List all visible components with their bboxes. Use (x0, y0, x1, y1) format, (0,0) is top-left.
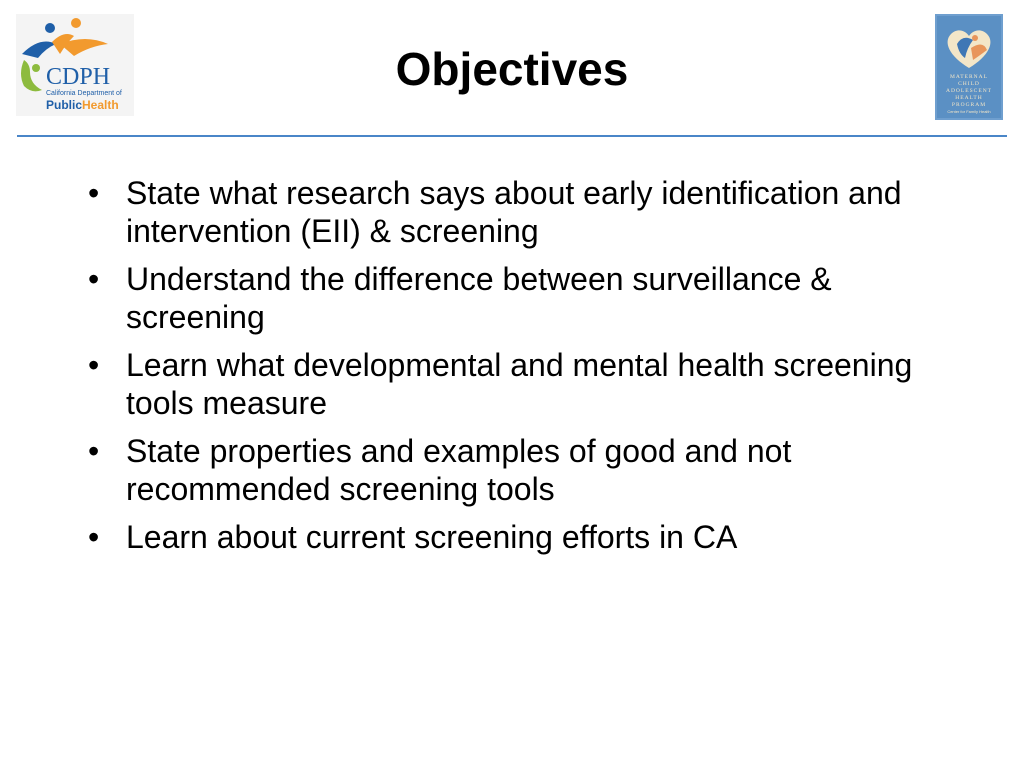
header-divider (17, 135, 1007, 137)
list-item (0, 174, 926, 250)
svg-text:PublicHealth (46, 98, 119, 112)
bullet-text: State properties and examples of good and not recommended screening tools (126, 433, 792, 507)
cdph-abbrev: CDPH (46, 64, 111, 90)
bullet-text: Learn about current screening efforts in CA (126, 519, 738, 555)
bullet-icon: • (88, 433, 100, 469)
mcah-logo-icon (935, 14, 1003, 120)
list-item (0, 346, 926, 422)
page-title: Objectives (395, 43, 629, 95)
list-item (0, 518, 926, 556)
cdph-dept-line: California Department of (46, 90, 122, 97)
cdph-name-part2: Health (82, 98, 119, 112)
mcah-line-1: MATERNAL (950, 74, 988, 80)
bullet-icon: • (88, 175, 100, 211)
mcah-line-2: CHILD (958, 81, 980, 87)
mcah-logo (935, 14, 1003, 120)
bullet-icon: • (88, 347, 100, 383)
bullet-icon: • (88, 519, 100, 555)
cdph-name-part1: Public (46, 98, 83, 112)
mcah-subtitle: Center for Family Health (947, 109, 991, 114)
bullet-text: Understand the difference between surveillance & screening (126, 261, 832, 335)
list-item (0, 260, 926, 336)
list-item (0, 432, 926, 508)
bullet-text: Learn what developmental and mental health screening tools measure (126, 347, 913, 421)
mcah-line-4: HEALTH (955, 95, 983, 101)
bullet-icon: • (88, 261, 100, 297)
mcah-line-5: PROGRAM (951, 102, 987, 108)
bullet-text: State what research says about early identification and intervention (EII) & screening (126, 175, 902, 249)
mcah-line-3: ADOLESCENT (945, 88, 993, 94)
objectives-list (0, 174, 1024, 566)
